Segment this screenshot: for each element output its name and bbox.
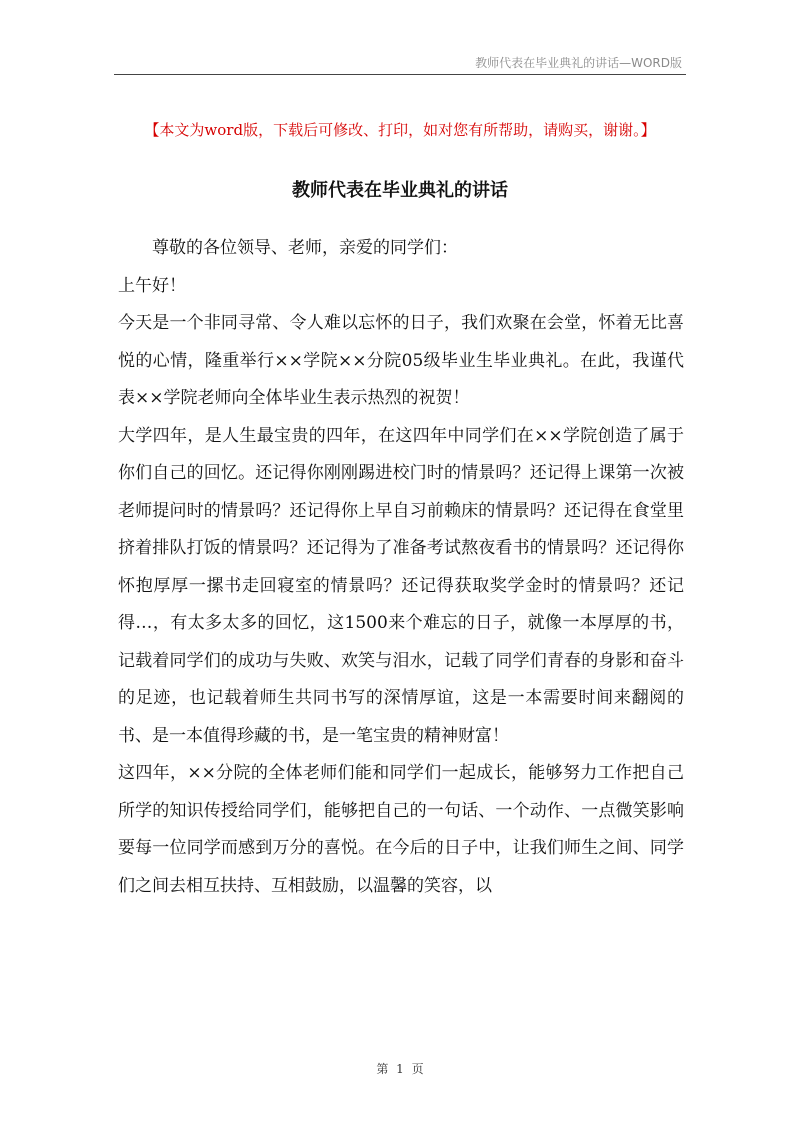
body-paragraph: 今天是一个非同寻常、令人难以忘怀的日子，我们欢聚在会堂，怀着无比喜悦的心情，隆重举行××学院××分院05级毕业生毕业典礼。在此，我谨代表××学院老师向全体毕业生表示热烈的祝贺！	[118, 313, 684, 408]
running-header: 教师代表在毕业典礼的讲话—WORD版	[475, 56, 682, 70]
page-label-suffix: 页	[411, 1062, 424, 1076]
page-number: 1	[396, 1062, 404, 1076]
document-body	[118, 230, 684, 905]
document-title: 教师代表在毕业典礼的讲话	[292, 180, 508, 201]
download-notice: 【本文为word版，下载后可修改、打印，如对您有所帮助，请购买，谢谢。】	[144, 121, 656, 139]
body-paragraph: 这四年，××分院的全体老师们能和同学们一起成长，能够努力工作把自己所学的知识传授给同学们，能够把自己的一句话、一个动作、一点微笑影响要每一位同学而感到万分的喜悦。在今后的日子中，让我们师生之间、同学们之间去相互扶持、互相鼓励，以温馨的笑容，以	[118, 763, 684, 896]
page-label-prefix: 第	[376, 1062, 389, 1076]
salutation: 尊敬的各位领导、老师，亲爱的同学们：	[152, 238, 458, 258]
header-divider	[114, 74, 686, 75]
body-paragraph: 大学四年，是人生最宝贵的四年，在这四年中同学们在××学院创造了属于你们自己的回忆。还记得你刚刚踢进校门时的情景吗？还记得上课第一次被老师提问时的情景吗？还记得你上早自习前赖床的情景吗？还记得在食堂里挤着排队打饭的情景吗？还记得为了准备考试熬夜看书的情景吗？还记得你怀抱厚厚一摞书走回寝室的情景吗？还记得获取奖学金时的情景吗？还记得…，有太多太多的回忆，这1500来个难忘的日子，就像一本厚厚的书，记载着同学们的成功与失败、欢笑与泪水，记载了同学们青春的身影和奋斗的足迹，也记载着师生共同书写的深情厚谊，这是一本需要时间来翻阅的书、是一本值得珍藏的书，是一笔宝贵的精神财富！	[118, 425, 684, 746]
greeting: 上午好！	[118, 275, 186, 296]
page-footer	[0, 1060, 800, 1077]
